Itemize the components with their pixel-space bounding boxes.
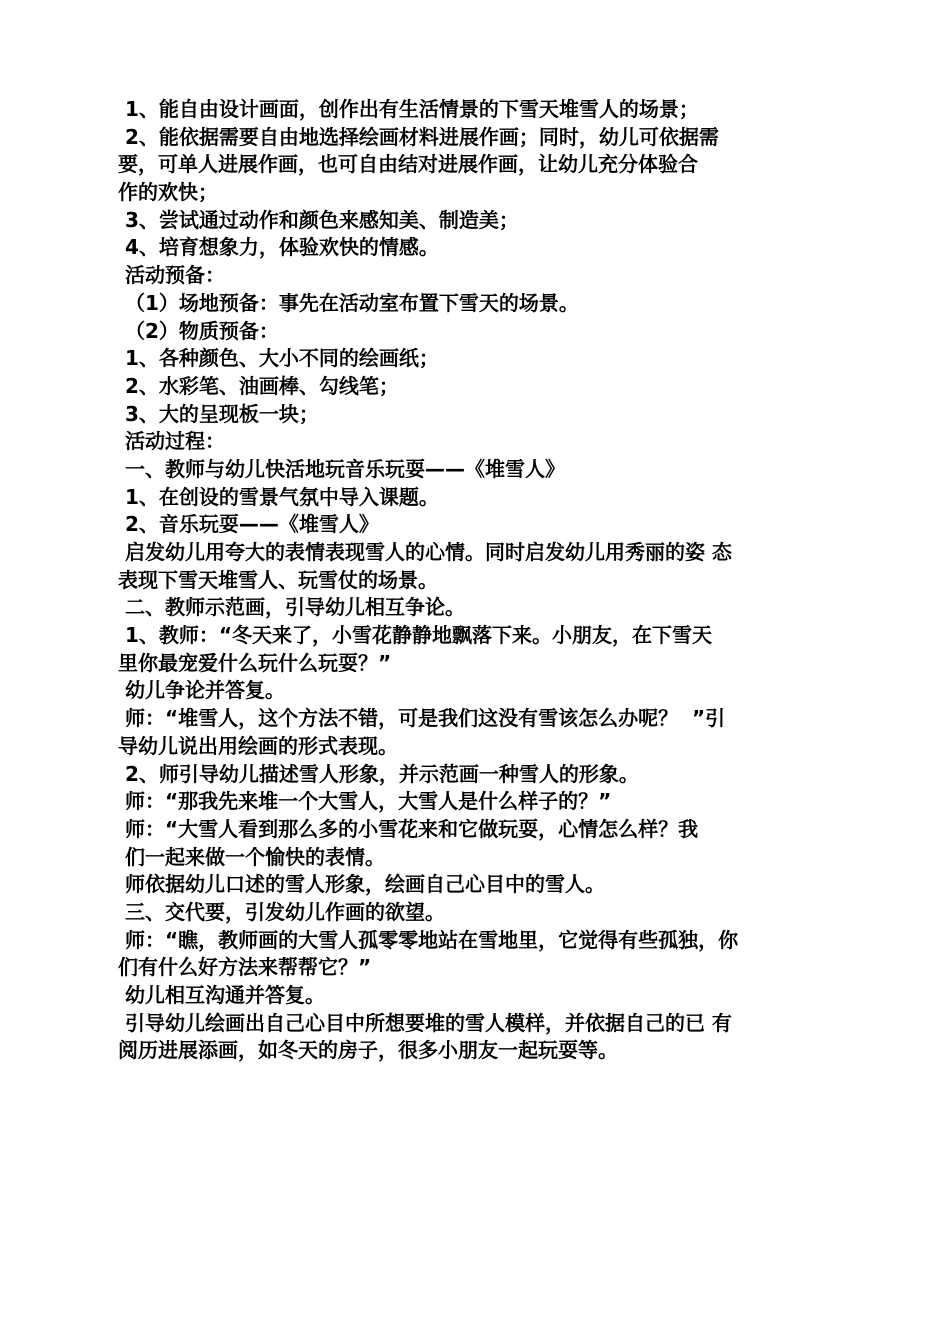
text-line: 引导幼儿绘画出自己心目中所想要堆的雪人模样，并依据自己的已 有 xyxy=(118,1010,732,1035)
text-line: 们有什么好方法来帮帮它？” xyxy=(118,955,372,980)
text-line: 1、在创设的雪景气氛中导入课题。 xyxy=(118,484,439,509)
section-heading: 活动过程： xyxy=(118,429,225,454)
text-line: 2、水彩笔、油画棒、勾线笔； xyxy=(118,373,399,398)
text-line: 4、培育想象力，体验欢快的情感。 xyxy=(118,235,439,260)
text-line: 1、各种颜色、大小不同的绘画纸； xyxy=(118,346,439,371)
text-line: 三、交代要，引发幼儿作画的欲望。 xyxy=(118,899,445,924)
text-line: 2、师引导幼儿描述雪人形象，并示范画一种雪人的形象。 xyxy=(118,761,639,786)
text-line: 师：“那我先来堆一个大雪人，大雪人是什么样子的？” xyxy=(118,789,612,814)
text-line: 师：“堆雪人，这个方法不错，可是我们这没有雪该怎么办呢？ ”引 xyxy=(118,706,726,731)
text-line: 2、能依据需要自由地选择绘画材料进展作画；同时，幼儿可依据需 xyxy=(118,124,719,149)
text-line: 3、尝试通过动作和颜色来感知美、制造美； xyxy=(118,207,519,232)
text-line: 们一起来做一个愉快的表情。 xyxy=(118,844,385,869)
text-line: 1、教师：“冬天来了，小雪花静静地飘落下来。小朋友，在下雪天 xyxy=(118,623,713,648)
text-line: 阅历进展添画，如冬天的房子，很多小朋友一起玩耍等。 xyxy=(118,1038,618,1063)
text-line: 幼儿相互沟通并答复。 xyxy=(118,983,325,1007)
text-line: 师依据幼儿口述的雪人形象，绘画自己心目中的雪人。 xyxy=(118,872,605,897)
text-line: 幼儿争论并答复。 xyxy=(118,678,285,703)
text-line: 启发幼儿用夸大的表情表现雪人的心情。同时启发幼儿用秀丽的姿 态 xyxy=(118,540,732,564)
section-heading: 活动预备： xyxy=(118,263,225,288)
text-line: 3、大的呈现板一块； xyxy=(118,401,319,426)
text-line: 表现下雪天堆雪人、玩雪仗的场景。 xyxy=(118,567,438,592)
text-line: 师：“瞧，教师画的大雪人孤零零地站在雪地里，它觉得有些孤独，你 xyxy=(118,927,739,952)
text-line: 2、音乐玩耍——《堆雪人》 xyxy=(118,512,379,537)
text-line: 二、教师示范画，引导幼儿相互争论。 xyxy=(118,595,465,620)
text-line: 要，可单人进展作画，也可自由结对进展作画，让幼儿充分体验合 xyxy=(118,152,698,177)
text-line: 作的欢快； xyxy=(118,180,218,205)
text-line: （1）场地预备：事先在活动室布置下雪天的场景。 xyxy=(118,290,579,315)
text-line: 1、能自由设计画面，创作出有生活情景的下雪天堆雪人的场景； xyxy=(118,97,699,121)
text-line: 导幼儿说出用绘画的形式表现。 xyxy=(118,733,398,758)
text-line: 里你最宠爱什么玩什么玩耍？” xyxy=(118,650,392,675)
text-line: （2）物质预备： xyxy=(118,318,279,343)
text-line: 师：“大雪人看到那么多的小雪花来和它做玩耍，心情怎么样？我 xyxy=(118,816,699,841)
text-line: 一、教师与幼儿快活地玩音乐玩耍——《堆雪人》 xyxy=(118,456,565,481)
document-body xyxy=(118,96,828,1065)
